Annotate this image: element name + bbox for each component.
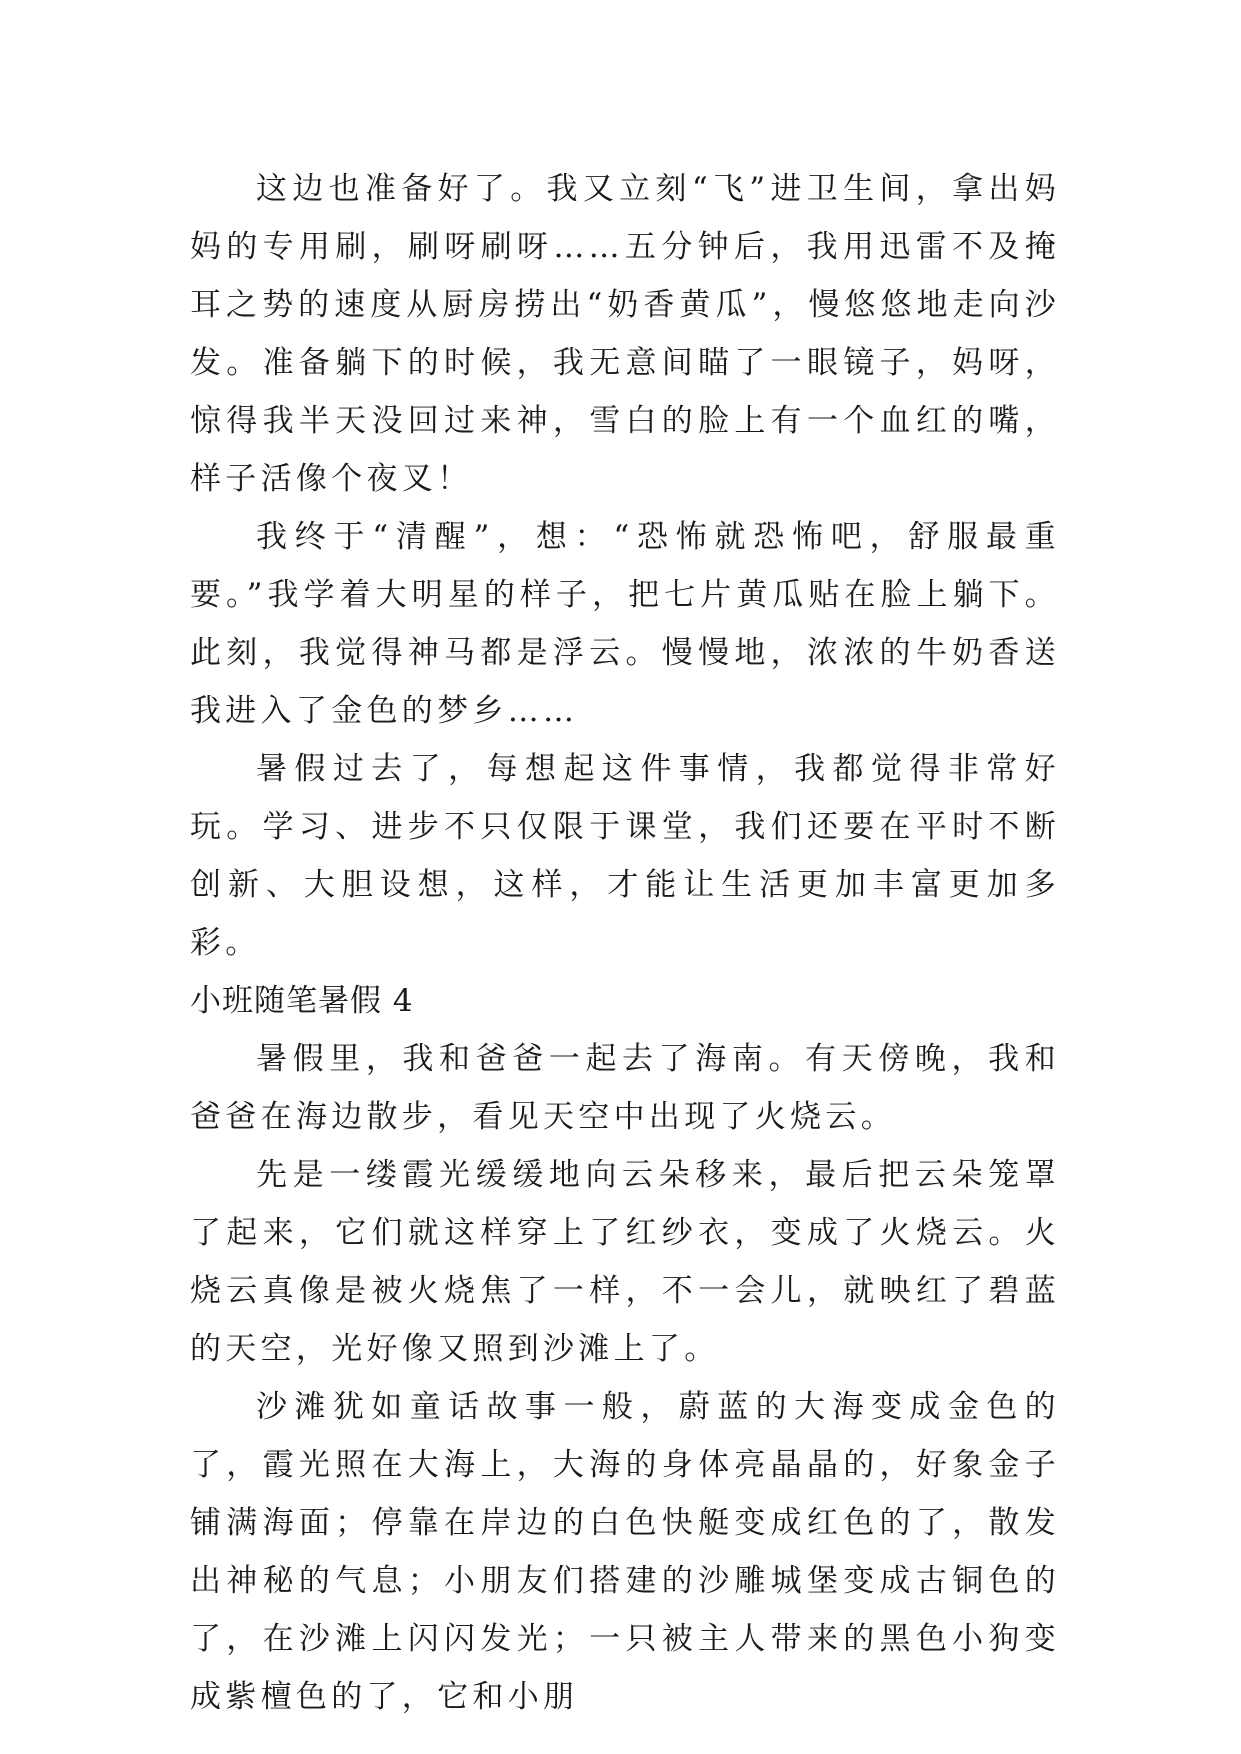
paragraph-4: 暑假里，我和爸爸一起去了海南。有天傍晚，我和爸爸在海边散步，看见天空中出现了火烧云。: [190, 1041, 1060, 1135]
paragraph-3: 暑假过去了，每想起这件事情，我都觉得非常好玩。学习、进步不只仅限于课堂，我们还要在平时不断创新、大胆设想，这样，才能让生活更加丰富更加多彩。: [190, 751, 1060, 961]
paragraph-1: 这边也准备好了。我又立刻“飞”进卫生间，拿出妈妈的专用刷，刷呀刷呀……五分钟后，我用迅雷不及掩耳之势的速度从厨房捞出“奶香黄瓜”，慢悠悠地走向沙发。准备躺下的时候，我无意间瞄了一眼镜子，妈呀，惊得我半天没回过来神，雪白的脸上有一个血红的嘴，样子活像个夜叉！: [190, 171, 1060, 497]
paragraph-2: 我终于“清醒”，想：“恐怖就恐怖吧，舒服最重要。”我学着大明星的样子，把七片黄瓜贴在脸上躺下。此刻，我觉得神马都是浮云。慢慢地，浓浓的牛奶香送我进入了金色的梦乡……: [190, 519, 1060, 729]
section-heading: 小班随笔暑假 4: [190, 983, 414, 1019]
paragraph-6: 沙滩犹如童话故事一般，蔚蓝的大海变成金色的了，霞光照在大海上，大海的身体亮晶晶的，好象金子铺满海面；停靠在岸边的白色快艇变成红色的了，散发出神秘的气息；小朋友们搭建的沙雕城堡变成古铜色的了，在沙滩上闪闪发光；一只被主人带来的黑色小狗变成紫檀色的了，它和小朋: [190, 1389, 1060, 1715]
document-body: [190, 160, 1060, 1726]
paragraph-5: 先是一缕霞光缓缓地向云朵移来，最后把云朵笼罩了起来，它们就这样穿上了红纱衣，变成了火烧云。火烧云真像是被火烧焦了一样，不一会儿，就映红了碧蓝的天空，光好像又照到沙滩上了。: [190, 1157, 1060, 1367]
